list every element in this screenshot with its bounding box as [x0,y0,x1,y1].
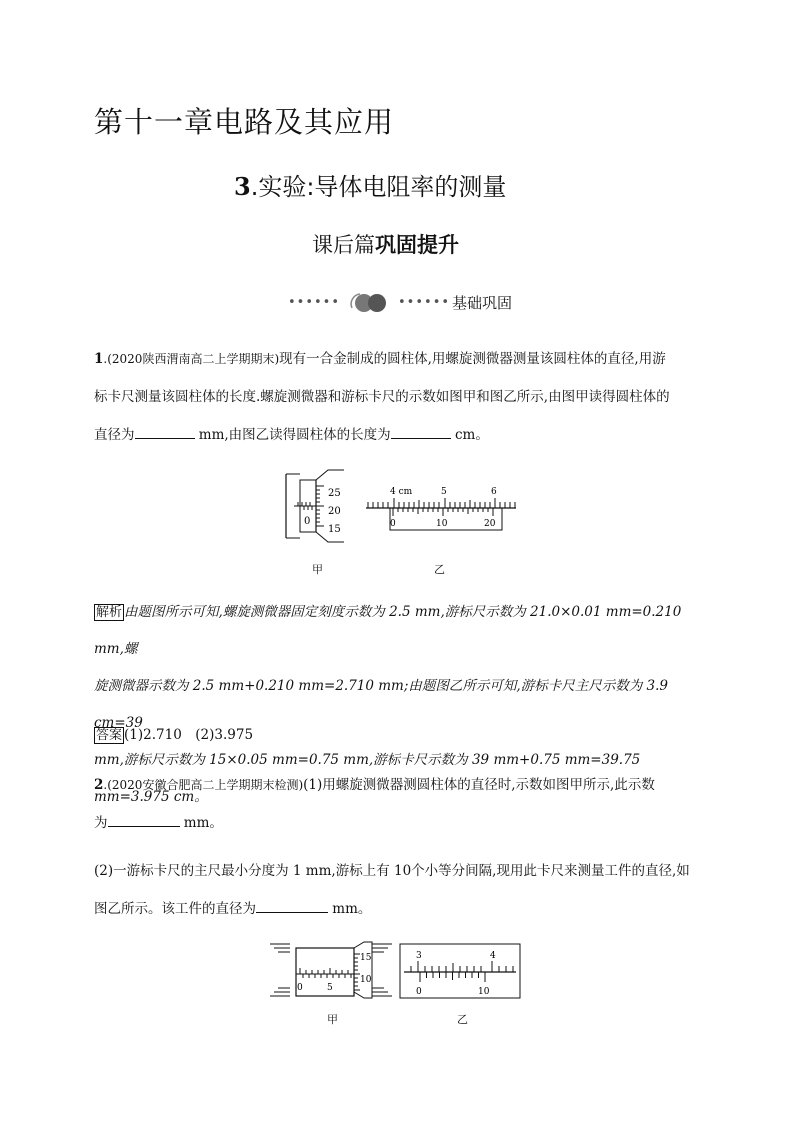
question-text: cm。 [450,427,489,443]
question-2-line-4 [94,890,706,928]
question-text: 现有一合金制成的圆柱体,用螺旋测微器测量该圆柱体的直径,用游 [279,351,666,367]
caliper-vernier-label: 10 [478,987,490,997]
analysis-tag: 解析 [96,605,123,620]
question-text: mm。 [179,815,223,831]
caliper-main-label: 4 [490,951,496,961]
banner-dots-left: •••••• [288,294,341,310]
micrometer-scale-label: 15 [360,953,372,963]
caliper-vernier-label: 0 [416,987,422,997]
question-text: 直径为 [94,427,135,443]
figure-label-jia: 甲 [327,1013,338,1026]
figure-2-caliper [398,942,522,1000]
question-text: (1)用螺旋测微器测圆柱体的直径时,示数如图甲所示,此示数 [303,777,655,793]
sub-title-bold: 巩固提升 [375,233,459,257]
figure-1-caliper [360,480,520,532]
micrometer-scale-label: 25 [328,488,341,499]
question-2-line-3: (2)一游标卡尺的主尺最小分度为 1 mm,游标上有 10个小等分间隔,现用此卡尺来测量工件的直径,如 [94,863,690,879]
answer-blank[interactable] [135,424,195,439]
micrometer-main-label: 0 [297,983,303,993]
question-number: 1 [94,351,104,367]
micrometer-scale-label: 10 [360,975,372,985]
question-source: .(2020陕西渭南高二上学期期末) [103,352,280,366]
caliper-main-label: 6 [491,487,497,497]
figure-label-yi: 乙 [434,563,445,576]
answer-text: (1)2.710 (2)3.975 [124,727,254,743]
question-1-line-3 [94,416,706,454]
caliper-main-label: 5 [441,487,447,497]
micrometer-scale-label: 15 [328,524,341,535]
chapter-title: 第十一章电路及其应用 [94,105,395,139]
caliper-main-label: 3 [416,951,422,961]
question-2 [94,766,706,842]
analysis-line [94,594,706,668]
section-number: 3 [234,172,251,201]
caliper-vernier-label: 20 [484,519,496,529]
question-text: mm。 [328,901,372,917]
question-number: 2 [94,777,104,793]
caliper-main-label: 4 cm [390,487,413,497]
question-2-line-2 [94,804,706,842]
sub-title [312,229,459,259]
answer-tag: 答案 [96,728,123,743]
question-2-part-2 [94,852,706,928]
question-text: 为 [94,815,108,831]
figure-label-yi: 乙 [457,1013,468,1026]
banner-text: 基础巩固 [452,293,513,312]
analysis-line: mm,游标尺示数为 15×0.05 mm=0.75 mm,游标卡尺示数为 39 mm+0.75 mm=39.75 mm=3.975 cm。 [94,752,641,805]
banner-circles-icon [346,290,392,314]
question-text: 图乙所示。该工件的直径为 [94,901,256,917]
figure-1-micrometer [284,466,364,548]
answer-blank[interactable] [256,898,328,913]
question-2-line-1 [94,766,706,804]
figure-label-jia: 甲 [312,563,323,576]
answer-1 [94,716,706,754]
question-1-line-1 [94,340,706,378]
banner-dots-right: •••••• [398,294,451,310]
question-source: .(2020安徽合肥高二上学期期末检测) [103,778,304,792]
micrometer-main-label: 5 [327,983,333,993]
question-1-line-2: 标卡尺测量该圆柱体的长度.螺旋测微器和游标卡尺的示数如图甲和图乙所示,由图甲读得圆柱体的 [94,389,670,405]
section-title [234,167,506,202]
caliper-vernier-label: 10 [436,519,448,529]
analysis-text: 由题图所示可知,螺旋测微器固定刻度示数为 2.5 mm,游标尺示数为 21.0×0.01 mm=0.210 mm,螺 [94,604,682,657]
analysis-line: 旋测微器示数为 2.5 mm+0.210 mm=2.710 mm;由题图乙所示可知,游标卡尺主尺示数为 3.9 cm=39 [94,678,668,731]
section-title-text: .实验:导体电阻率的测量 [250,173,507,201]
question-text: mm,由图乙读得圆柱体的长度为 [194,427,391,443]
section-banner [288,290,512,314]
micrometer-scale-label: 20 [328,506,341,517]
question-1 [94,340,706,454]
micrometer-zero-label: 0 [304,516,311,527]
sub-title-plain: 课后篇 [312,233,375,257]
figure-2-micrometer [268,940,394,1002]
answer-blank[interactable] [391,424,451,439]
answer-blank[interactable] [108,812,180,827]
caliper-vernier-label: 0 [390,519,396,529]
